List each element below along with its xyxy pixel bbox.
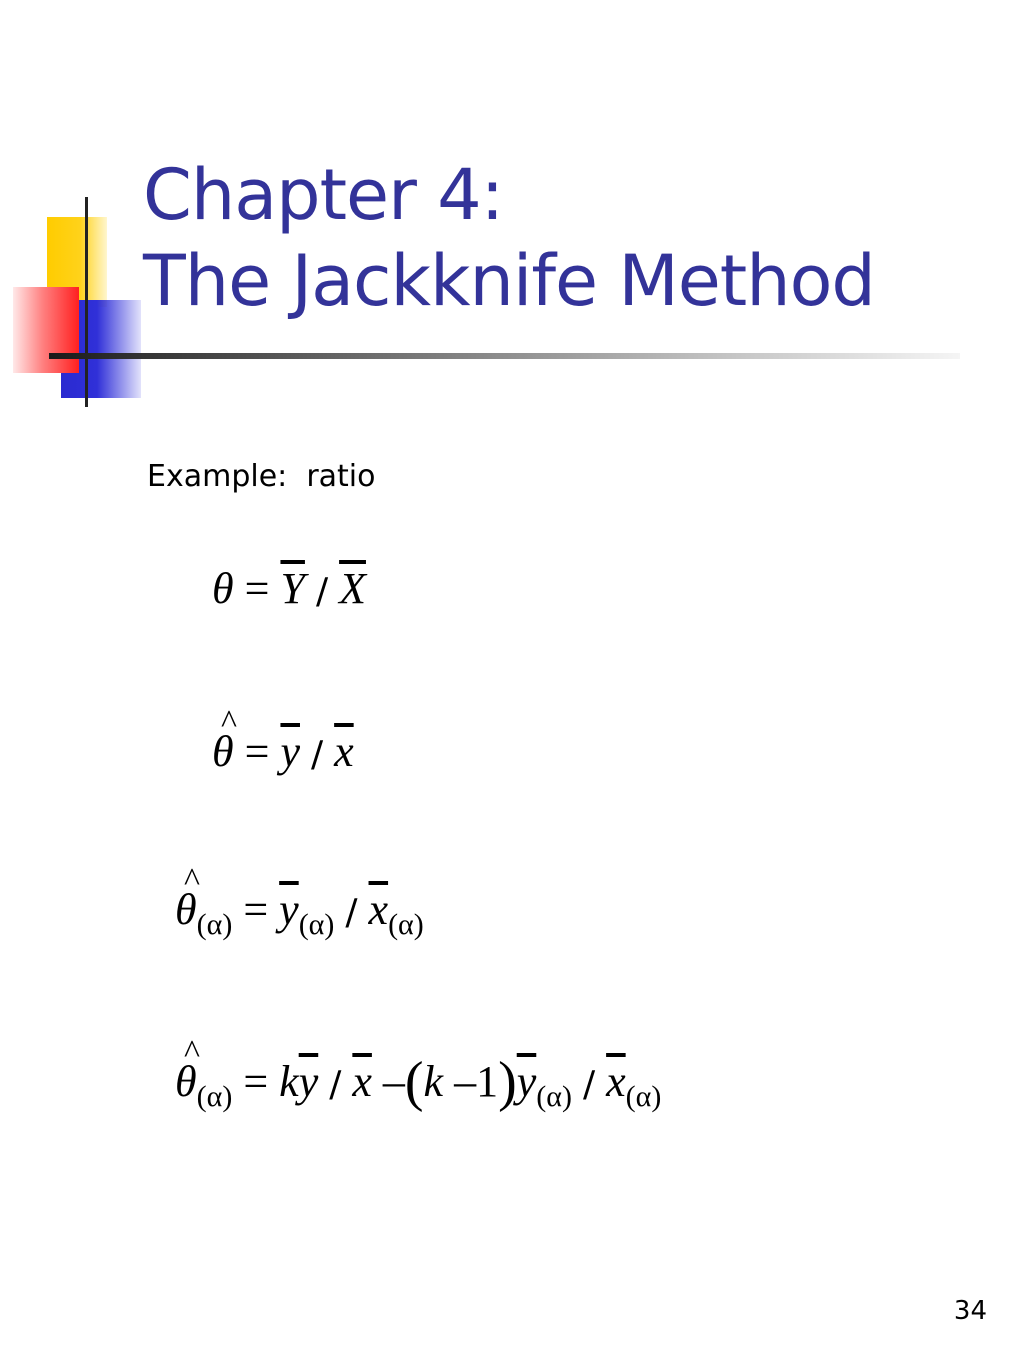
eq4-slash1: / bbox=[329, 1064, 342, 1105]
eq2-theta-hat: ^ θ bbox=[212, 726, 234, 777]
eq1-equals: = bbox=[244, 564, 270, 613]
eq4-x-bar-2: $\overline{x}$ bbox=[606, 1057, 626, 1106]
eq4-minus: – bbox=[382, 1057, 405, 1106]
eq4-k2: k bbox=[423, 1057, 444, 1106]
decoration-red-square bbox=[13, 287, 79, 373]
eq2-x-bar: $\overline{x}$ bbox=[334, 727, 354, 776]
eq3-slash: / bbox=[345, 892, 358, 933]
page-number: 34 bbox=[953, 1296, 987, 1326]
eq3-theta-hat: ^ θ bbox=[175, 884, 197, 935]
equation-theta-ratio bbox=[212, 563, 366, 614]
eq2-slash: / bbox=[310, 734, 324, 775]
eq4-slash2: / bbox=[582, 1064, 596, 1105]
slide-title-line1: Chapter 4: bbox=[143, 154, 504, 236]
eq4-x-bar: $\overline{x}$ bbox=[352, 1057, 372, 1106]
slide-title-line2: The Jackknife Method bbox=[143, 240, 875, 322]
eq1-X-bar: $\overline{X}$ bbox=[339, 564, 366, 613]
eq4-theta-hat: ^ θ bbox=[175, 1056, 197, 1107]
equation-theta-hat-alpha bbox=[175, 884, 424, 941]
eq4-right-paren: ) bbox=[498, 1051, 517, 1113]
eq4-y-subscript: (α) bbox=[536, 1080, 572, 1113]
equation-jackknife-pseudovalue bbox=[175, 1050, 661, 1114]
eq4-x-subscript: (α) bbox=[625, 1080, 662, 1113]
eq2-equals: = bbox=[244, 727, 270, 776]
eq1-theta: θ bbox=[212, 564, 234, 613]
example-label: Example: ratio bbox=[147, 459, 376, 494]
eq4-y-bar: $\overline{y}$ bbox=[298, 1057, 319, 1106]
eq3-theta-subscript: (α) bbox=[196, 908, 233, 941]
eq4-equals: = bbox=[243, 1057, 269, 1106]
slide-title bbox=[143, 152, 875, 324]
eq4-k: k bbox=[279, 1057, 299, 1106]
eq3-x-bar: $\overline{x}$ bbox=[368, 885, 389, 934]
eq4-theta-subscript: (α) bbox=[196, 1080, 233, 1113]
eq4-one: 1 bbox=[476, 1057, 499, 1106]
decoration-vertical-line bbox=[85, 197, 88, 407]
eq3-x-subscript: (α) bbox=[388, 908, 424, 941]
eq4-left-paren: ( bbox=[404, 1051, 424, 1113]
eq3-y-bar: $\overline{y}$ bbox=[279, 885, 299, 934]
eq3-equals: = bbox=[243, 885, 269, 934]
eq4-minus2: – bbox=[454, 1057, 477, 1106]
eq2-y-bar: $\overline{y}$ bbox=[280, 727, 300, 776]
eq1-Y-bar: $\overline{Y}$ bbox=[280, 564, 305, 613]
equation-theta-hat bbox=[212, 726, 354, 777]
eq3-y-subscript: (α) bbox=[298, 908, 335, 941]
title-underline bbox=[49, 353, 960, 359]
eq1-slash: / bbox=[315, 571, 329, 612]
eq4-y-bar-2: $\overline{y}$ bbox=[516, 1057, 537, 1106]
